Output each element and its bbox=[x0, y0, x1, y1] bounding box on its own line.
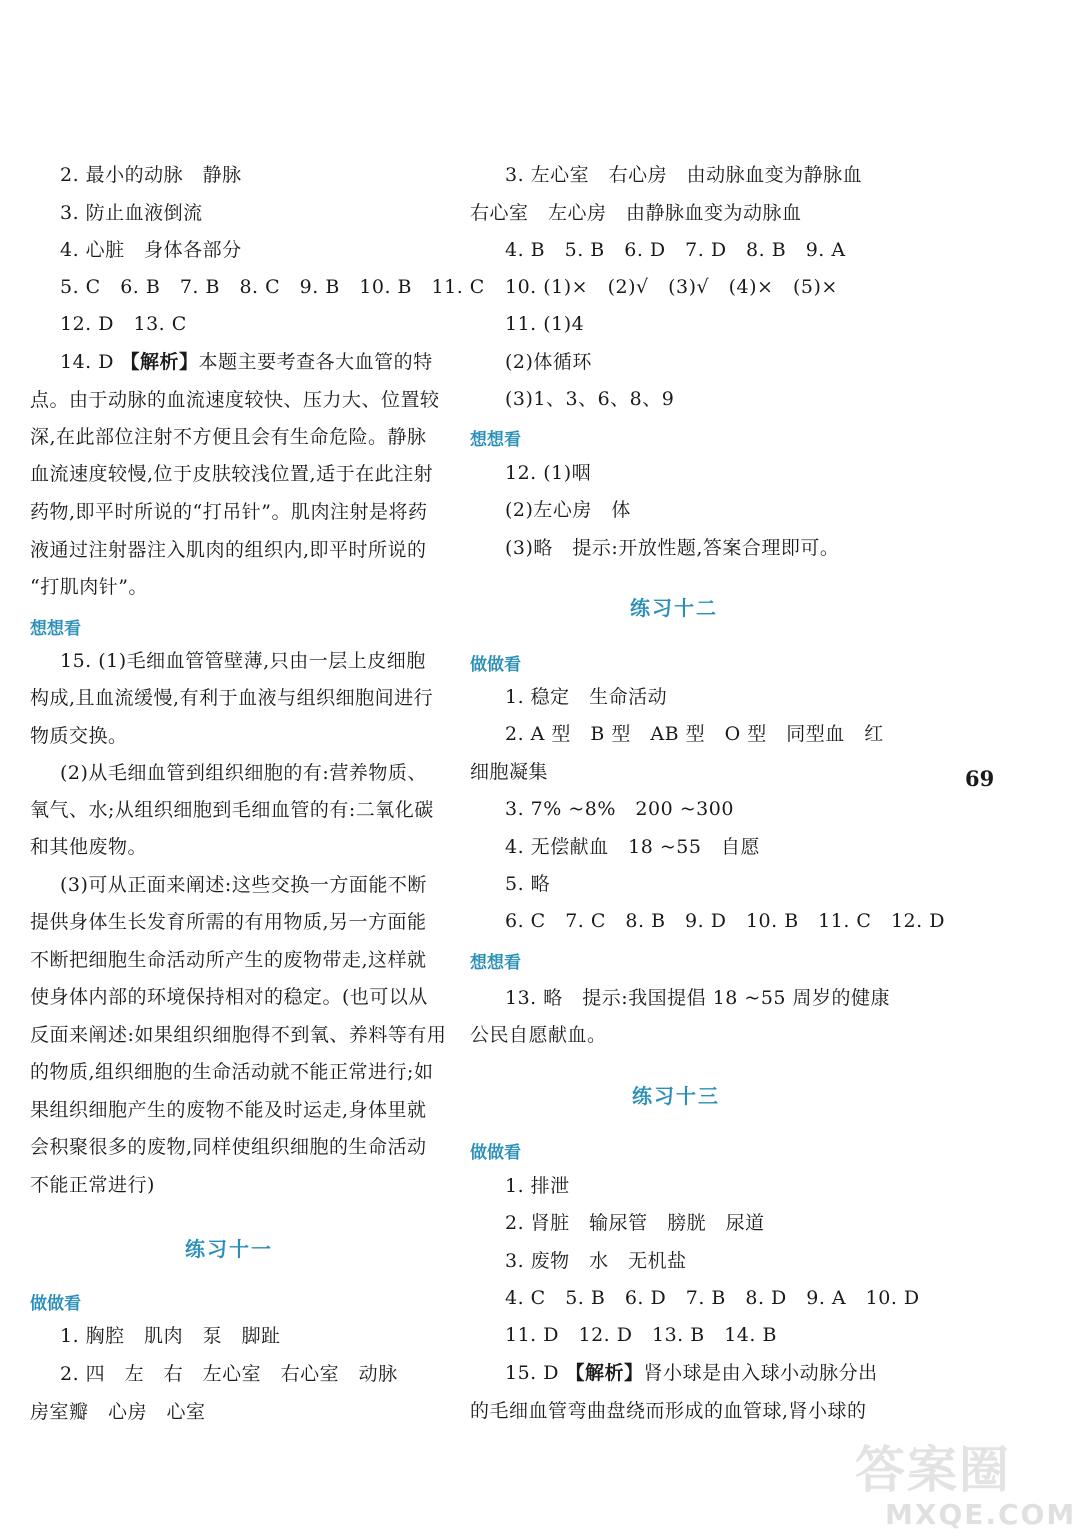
watermark-domain: MXQE.COM bbox=[885, 1498, 1076, 1531]
exercise-title-11: 练习十一 bbox=[185, 1237, 273, 1261]
answer-line: 液通过注射器注入肌肉的组织内,即平时所说的 bbox=[30, 539, 427, 561]
answer-line: 3. 左心室 右心房 由动脉血变为静脉血 bbox=[505, 164, 863, 186]
answer-line: 和其他废物。 bbox=[30, 836, 148, 858]
answer-line: 3. 防止血液倒流 bbox=[60, 202, 203, 224]
answer-line: 不能正常进行) bbox=[30, 1174, 155, 1196]
answer-line: 12. D 13. C bbox=[60, 313, 187, 335]
answer-line: 会积聚很多的废物,同样使组织细胞的生命活动 bbox=[30, 1136, 427, 1158]
answer-line: 2. 最小的动脉 静脉 bbox=[60, 164, 242, 186]
analysis-text: 肾小球是由入球小动脉分出 bbox=[643, 1362, 878, 1384]
analysis-text: 本题主要考查各大血管的特 bbox=[198, 351, 433, 373]
section-heading-do: 做做看 bbox=[30, 1294, 81, 1314]
exercise-title-12: 练习十二 bbox=[630, 596, 718, 620]
analysis-tag: 【解析】 bbox=[565, 1362, 644, 1384]
answer-line: 使身体内部的环境保持相对的稳定。(也可以从 bbox=[30, 986, 428, 1008]
answer-line: 5. C 6. B 7. B 8. C 9. B 10. B 11. C bbox=[60, 276, 485, 298]
answer-line: 6. C 7. C 8. B 9. D 10. B 11. C 12. D bbox=[505, 910, 945, 932]
answer-line: 点。由于动脉的血流速度较快、压力大、位置较 bbox=[30, 389, 440, 411]
answer-line: 4. C 5. B 6. D 7. B 8. D 9. A 10. D bbox=[505, 1287, 920, 1309]
answer-line: 的物质,组织细胞的生命活动就不能正常进行;如 bbox=[30, 1061, 434, 1083]
answer-line: 公民自愿献血。 bbox=[470, 1024, 607, 1046]
section-heading-think: 想想看 bbox=[470, 953, 521, 973]
answer-line: 3. 废物 水 无机盐 bbox=[505, 1250, 687, 1272]
section-heading-do: 做做看 bbox=[470, 655, 521, 675]
answer-line: 3. 7% ~8% 200 ~300 bbox=[505, 798, 734, 820]
answer-line: 13. 略 提示:我国提倡 18 ~55 周岁的健康 bbox=[505, 987, 891, 1009]
answer-line: 药物,即平时所说的“打吊针”。肌肉注射是将药 bbox=[30, 501, 428, 523]
answer-line: 4. 无偿献血 18 ~55 自愿 bbox=[505, 836, 760, 858]
answer-line: 房室瓣 心房 心室 bbox=[30, 1401, 206, 1423]
answer-line: 1. 排泄 bbox=[505, 1175, 570, 1197]
answer-line: 2. A 型 B 型 AB 型 O 型 同型血 红 bbox=[505, 723, 884, 745]
answer-line: (3)1、3、6、8、9 bbox=[505, 388, 675, 410]
answer-line: 构成,且血流缓慢,有利于血液与组织细胞间进行 bbox=[30, 687, 434, 709]
section-heading-think: 想想看 bbox=[30, 619, 81, 639]
answer-line: 1. 胸腔 肌肉 泵 脚趾 bbox=[60, 1325, 281, 1347]
answer-line: 提供身体生长发育所需的有用物质,另一方面能 bbox=[30, 911, 427, 933]
section-heading-think: 想想看 bbox=[470, 430, 521, 450]
answer-line: 氧气、水;从组织细胞到毛细血管的有:二氧化碳 bbox=[30, 799, 434, 821]
answer-line: 反面来阐述:如果组织细胞得不到氧、养料等有用 bbox=[30, 1024, 447, 1046]
answer-line: 血流速度较慢,位于皮肤较浅位置,适于在此注射 bbox=[30, 463, 434, 485]
answer-line: 的毛细血管弯曲盘绕而形成的血管球,肾小球的 bbox=[470, 1400, 867, 1422]
answer-line bbox=[60, 349, 433, 375]
watermark-logo bbox=[855, 1430, 1076, 1536]
answer-line: 细胞凝集 bbox=[470, 761, 549, 783]
answer-line: 2. 肾脏 输尿管 膀胱 尿道 bbox=[505, 1212, 765, 1234]
question-number: 15. D bbox=[505, 1362, 559, 1384]
exercise-title-13: 练习十三 bbox=[632, 1084, 720, 1108]
answer-line: 1. 稳定 生命活动 bbox=[505, 686, 668, 708]
answer-line: (2)左心房 体 bbox=[505, 499, 631, 521]
answer-line: 12. (1)咽 bbox=[505, 462, 592, 484]
answer-line: 15. (1)毛细血管管壁薄,只由一层上皮细胞 bbox=[60, 650, 426, 672]
analysis-tag: 【解析】 bbox=[120, 351, 199, 373]
answer-line: (3)略 提示:开放性题,答案合理即可。 bbox=[505, 537, 840, 559]
question-number: 14. D bbox=[60, 351, 114, 373]
answer-line: 物质交换。 bbox=[30, 725, 128, 747]
answer-line: 果组织细胞产生的废物不能及时运走,身体里就 bbox=[30, 1099, 427, 1121]
answer-line: 11. D 12. D 13. B 14. B bbox=[505, 1324, 777, 1346]
answer-line: 2. 四 左 右 左心室 右心室 动脉 bbox=[60, 1363, 398, 1385]
answer-line: 不断把细胞生命活动所产生的废物带走,这样就 bbox=[30, 949, 427, 971]
answer-line: 11. (1)4 bbox=[505, 313, 585, 335]
answer-line: “打肌肉针”。 bbox=[30, 576, 148, 598]
answer-line: 深,在此部位注射不方便且会有生命危险。静脉 bbox=[30, 426, 427, 448]
watermark-text: 答案圈 bbox=[855, 1441, 1011, 1499]
answer-line bbox=[505, 1360, 878, 1386]
answer-line: 右心室 左心房 由静脉血变为动脉血 bbox=[470, 202, 802, 224]
answer-line: (2)从毛细血管到组织细胞的有:营养物质、 bbox=[60, 762, 427, 784]
answer-line: 5. 略 bbox=[505, 873, 551, 895]
page-number: 69 bbox=[965, 766, 995, 791]
answer-line: (2)体循环 bbox=[505, 351, 592, 373]
answer-line: 4. B 5. B 6. D 7. D 8. B 9. A bbox=[505, 239, 846, 261]
section-heading-do: 做做看 bbox=[470, 1143, 521, 1163]
answer-line: 4. 心脏 身体各部分 bbox=[60, 239, 242, 261]
answer-line: 10. (1)× (2)√ (3)√ (4)× (5)× bbox=[505, 276, 838, 298]
answer-line: (3)可从正面来阐述:这些交换一方面能不断 bbox=[60, 874, 427, 896]
